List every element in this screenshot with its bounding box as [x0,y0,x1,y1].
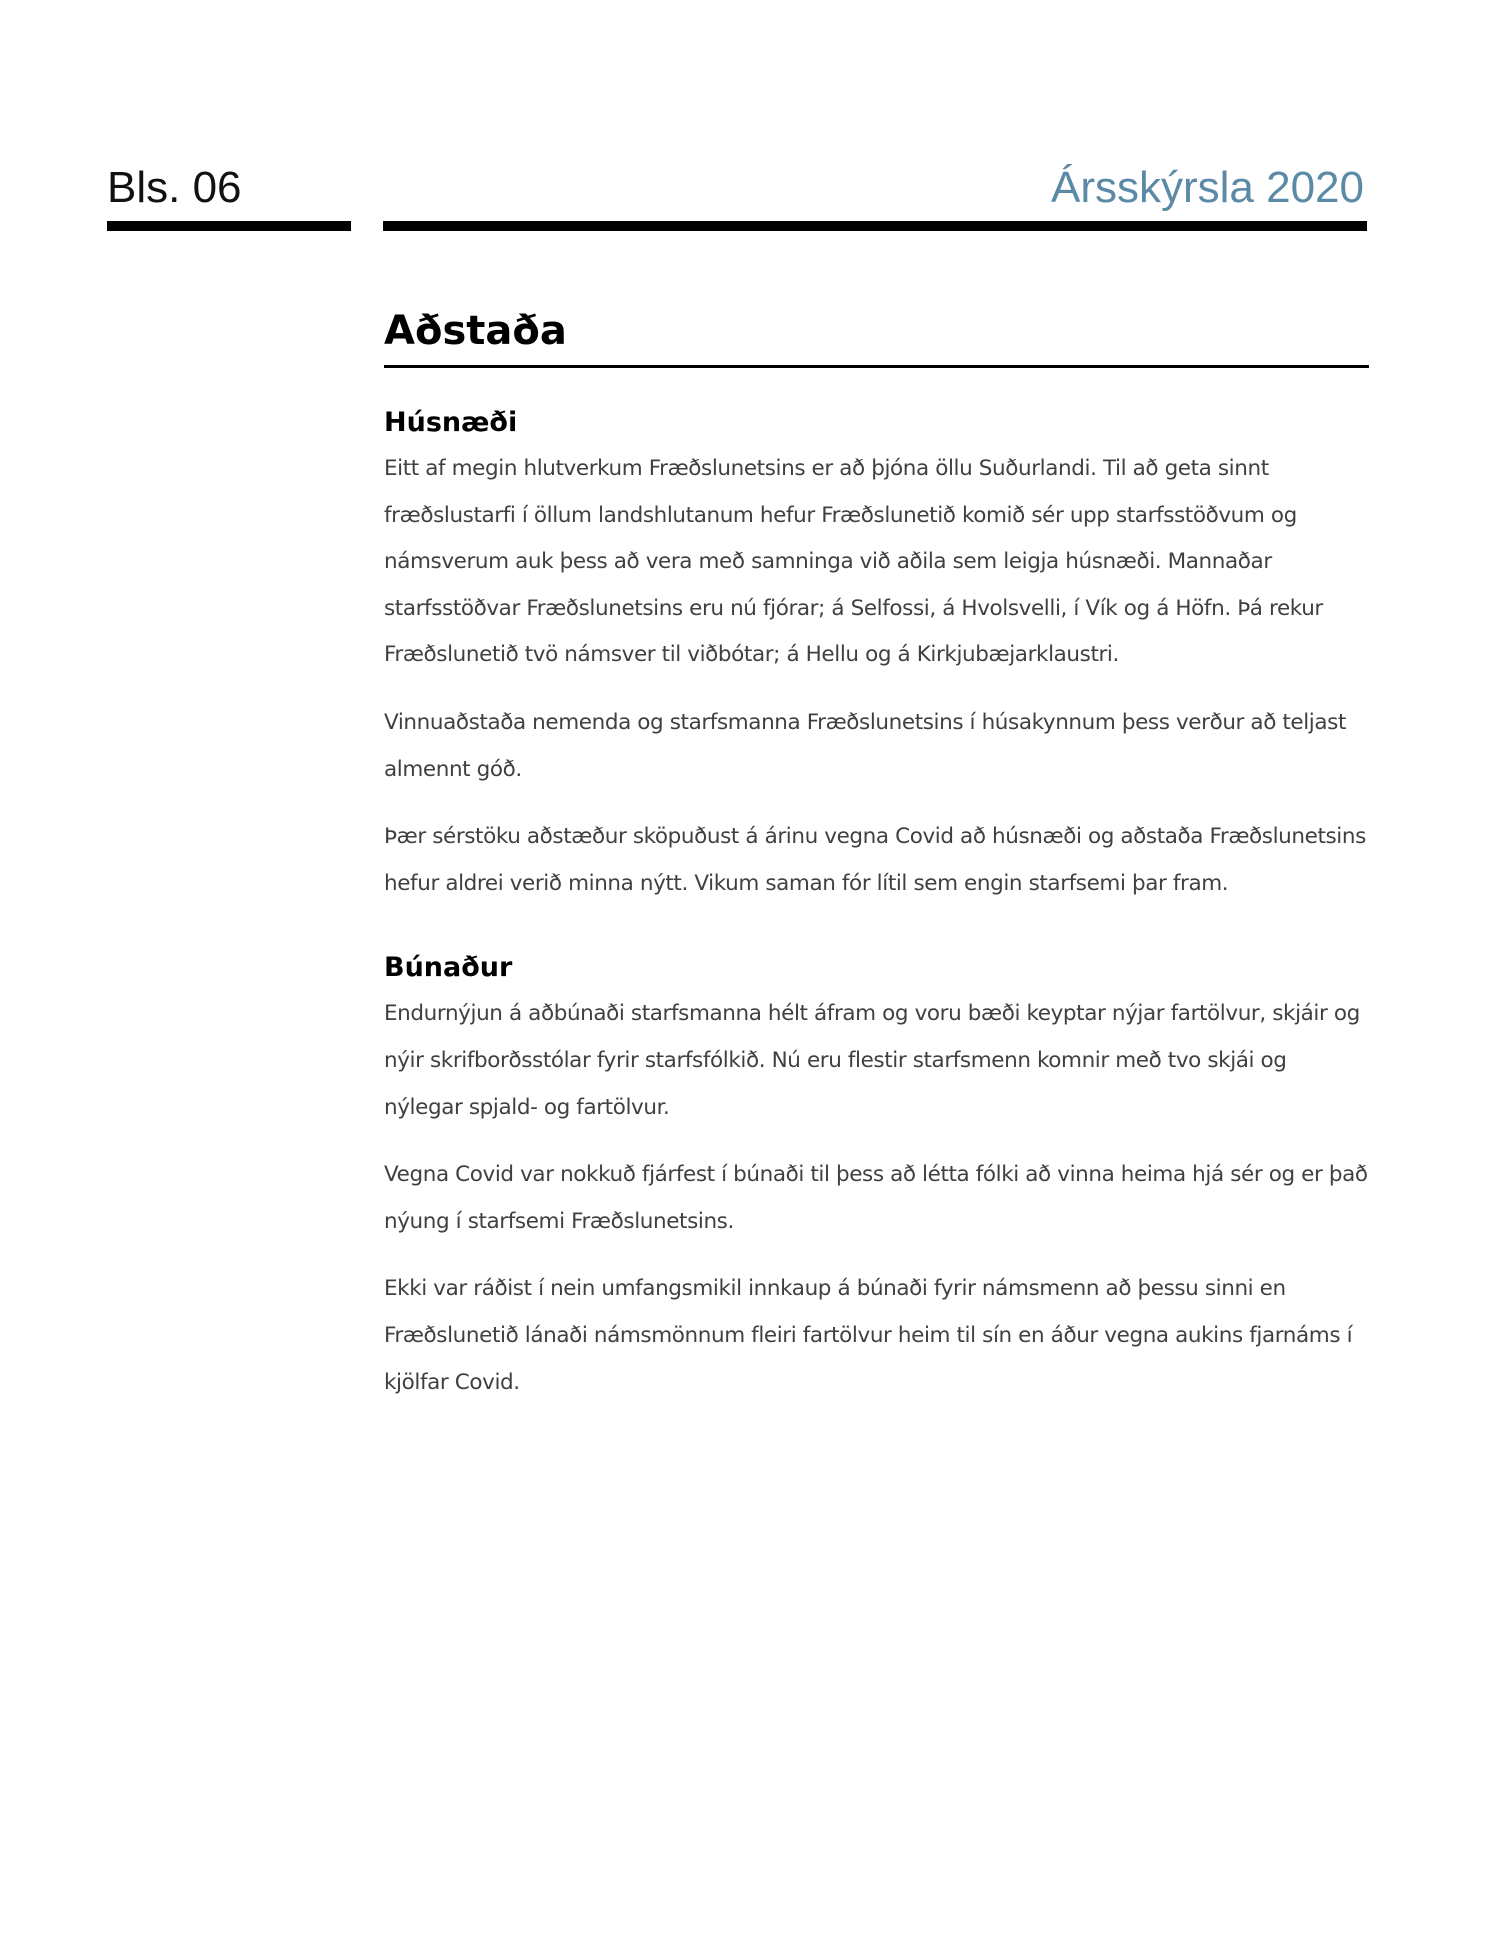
section-heading-husnaedi: Húsnæði [384,407,518,438]
paragraph: Ekki var ráðist í nein umfangsmikil innkaup á búnaði fyrir námsmenn að þessu sinni en Fræðslunetið lánaði námsmönnum fleiri fartölvur heim til sín en áður vegna aukins fjarnáms í kjölfar Covid. [384,1276,1353,1395]
page-number: Bls. 06 [107,163,242,212]
report-title: Ársskýrsla 2020 [1050,163,1364,212]
section-husnaedi [384,405,1369,907]
paragraph: Vinnuaðstaða nemenda og starfsmanna Fræðslunetsins í húsakynnum þess verður að teljast almennt góð. [384,709,1346,782]
paragraph: Endurnýjun á aðbúnaði starfsmanna hélt áfram og voru bæði keyptar nýjar fartölvur, skjáir og nýir skrifborðsstólar fyrir starfsfólkið. Nú eru flestir starfsmenn komnir með tvo skjái og nýlegar spjald- og fartölvur. [384,1001,1360,1120]
header-rule-right [383,221,1367,231]
page-heading: Aðstaða [384,303,1369,368]
header-rule-left [107,221,351,231]
section-heading-bunadur: Búnaður [384,952,513,984]
paragraph: Vegna Covid var nokkuð fjárfest í búnaði til þess að létta fólki að vinna heima hjá sér og er það nýung í starfsemi Fræðslunetsins. [384,1162,1368,1234]
page-content [384,303,1369,1406]
section-bunadur [384,950,1369,1406]
paragraph: Þær sérstöku aðstæður sköpuðust á árinu vegna Covid að húsnæði og aðstaða Fræðslunetsins hefur aldrei verið minna nýtt. Vikum saman fór lítil sem engin starfsemi þar fram. [384,824,1366,896]
paragraph: Eitt af megin hlutverkum Fræðslunetsins er að þjóna öllu Suðurlandi. Til að geta sinnt fræðslustarfi í öllum landshlutanum hefur Fræðslunetið komið sér upp starfsstöðvum og námsverum auk þess að vera með samninga við aðila sem leigja húsnæði. Mannaðar starfsstöðvar Fræðslunetsins eru nú fjórar; á Selfossi, á Hvolsvelli, í Vík og á Höfn. Þá rekur Fræðslunetið tvö námsver til viðbótar; á Hellu og á Kirkjubæjarklaustri. [384,456,1323,668]
